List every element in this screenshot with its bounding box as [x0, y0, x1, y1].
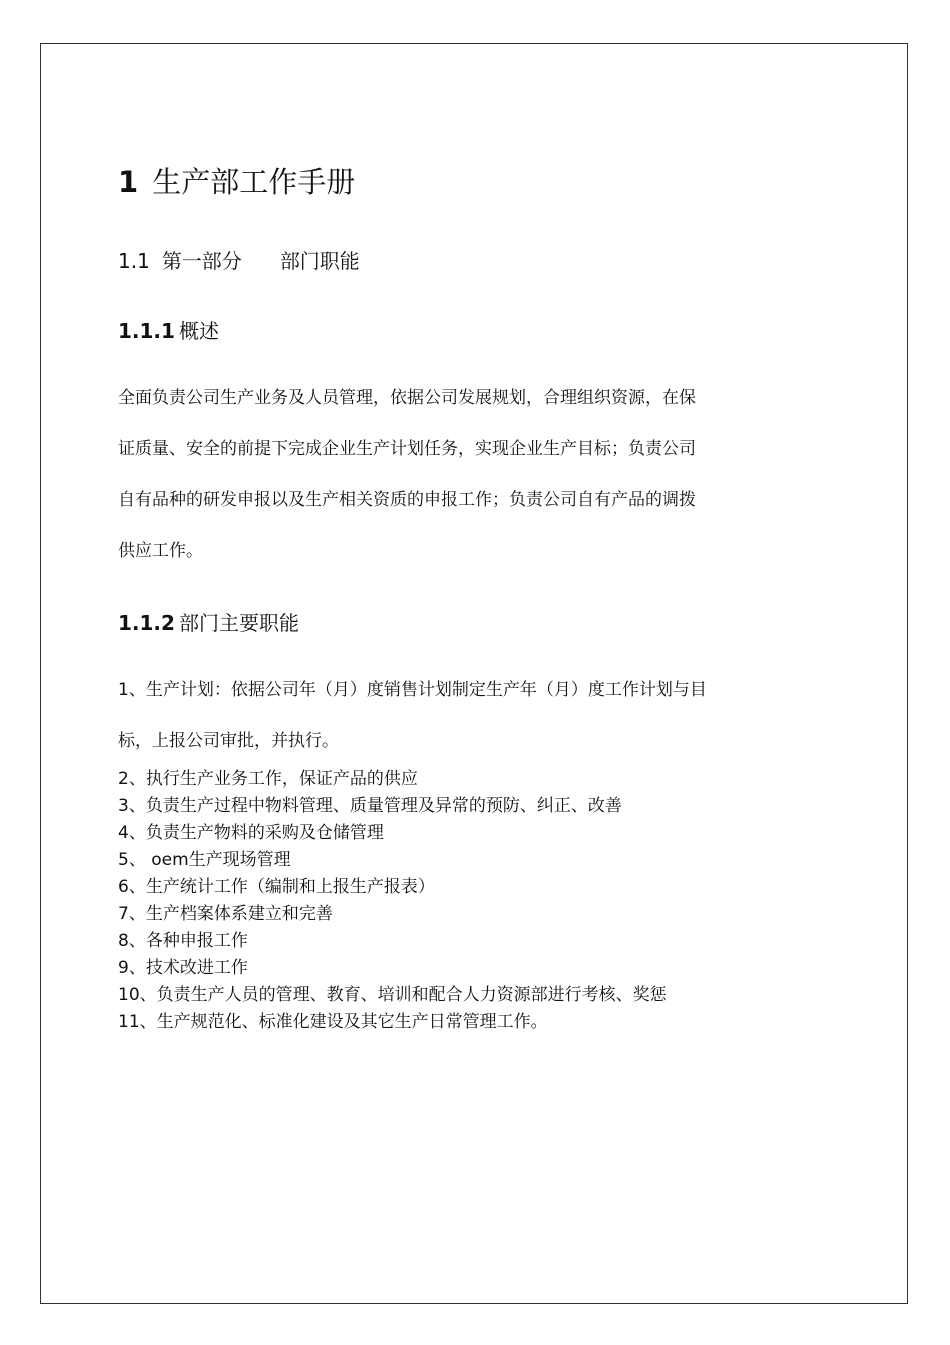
list-item: 11、生产规范化、标准化建设及其它生产日常管理工作。: [118, 1012, 548, 1032]
section-part: 第一部分: [161, 249, 242, 273]
chapter-title: 生产部工作手册: [152, 165, 356, 199]
paragraph-line: 1、生产计划：依据公司年（月）度销售计划制定生产年（月）度工作计划与目: [118, 680, 707, 700]
functions-heading: [118, 608, 299, 638]
list-item: 3、负责生产过程中物料管理、质量管理及异常的预防、纠正、改善: [118, 796, 622, 816]
list-item: 7、生产档案体系建立和完善: [118, 904, 333, 924]
section-heading: [118, 246, 360, 276]
paragraph-line: 全面负责公司生产业务及人员管理，依据公司发展规划，合理组织资源，在保: [118, 388, 696, 408]
overview-title: 概述: [178, 319, 219, 343]
function-list: [118, 767, 788, 1037]
list-item: 5、 oem生产现场管理: [118, 850, 291, 870]
section-number: 1.1: [118, 249, 150, 273]
chapter-number: 1: [118, 165, 139, 199]
list-item: 4、负责生产物料的采购及仓储管理: [118, 823, 384, 843]
list-item: 2、执行生产业务工作，保证产品的供应: [118, 769, 418, 789]
paragraph-line: 供应工作。: [118, 541, 203, 561]
list-item: 10、负责生产人员的管理、教育、培训和配合人力资源部进行考核、奖惩: [118, 985, 667, 1005]
functions-title: 部门主要职能: [178, 611, 299, 635]
functions-number: 1.1.2: [118, 611, 175, 635]
overview-number: 1.1.1: [118, 319, 175, 343]
paragraph-line: 自有品种的研发申报以及生产相关资质的申报工作；负责公司自有产品的调拨: [118, 490, 696, 510]
chapter-heading: [118, 162, 355, 202]
function-item-1: [118, 678, 778, 780]
section-title: 部门职能: [279, 249, 360, 273]
list-item: 8、各种申报工作: [118, 931, 248, 951]
paragraph-line: 标，上报公司审批，并执行。: [118, 731, 339, 751]
page-border: [40, 43, 908, 1304]
list-item: 6、生产统计工作（编制和上报生产报表）: [118, 877, 435, 897]
paragraph-line: 证质量、安全的前提下完成企业生产计划任务，实现企业生产目标；负责公司: [118, 439, 696, 459]
overview-paragraph: [118, 386, 778, 590]
overview-heading: [118, 316, 219, 346]
list-item: 9、技术改进工作: [118, 958, 248, 978]
